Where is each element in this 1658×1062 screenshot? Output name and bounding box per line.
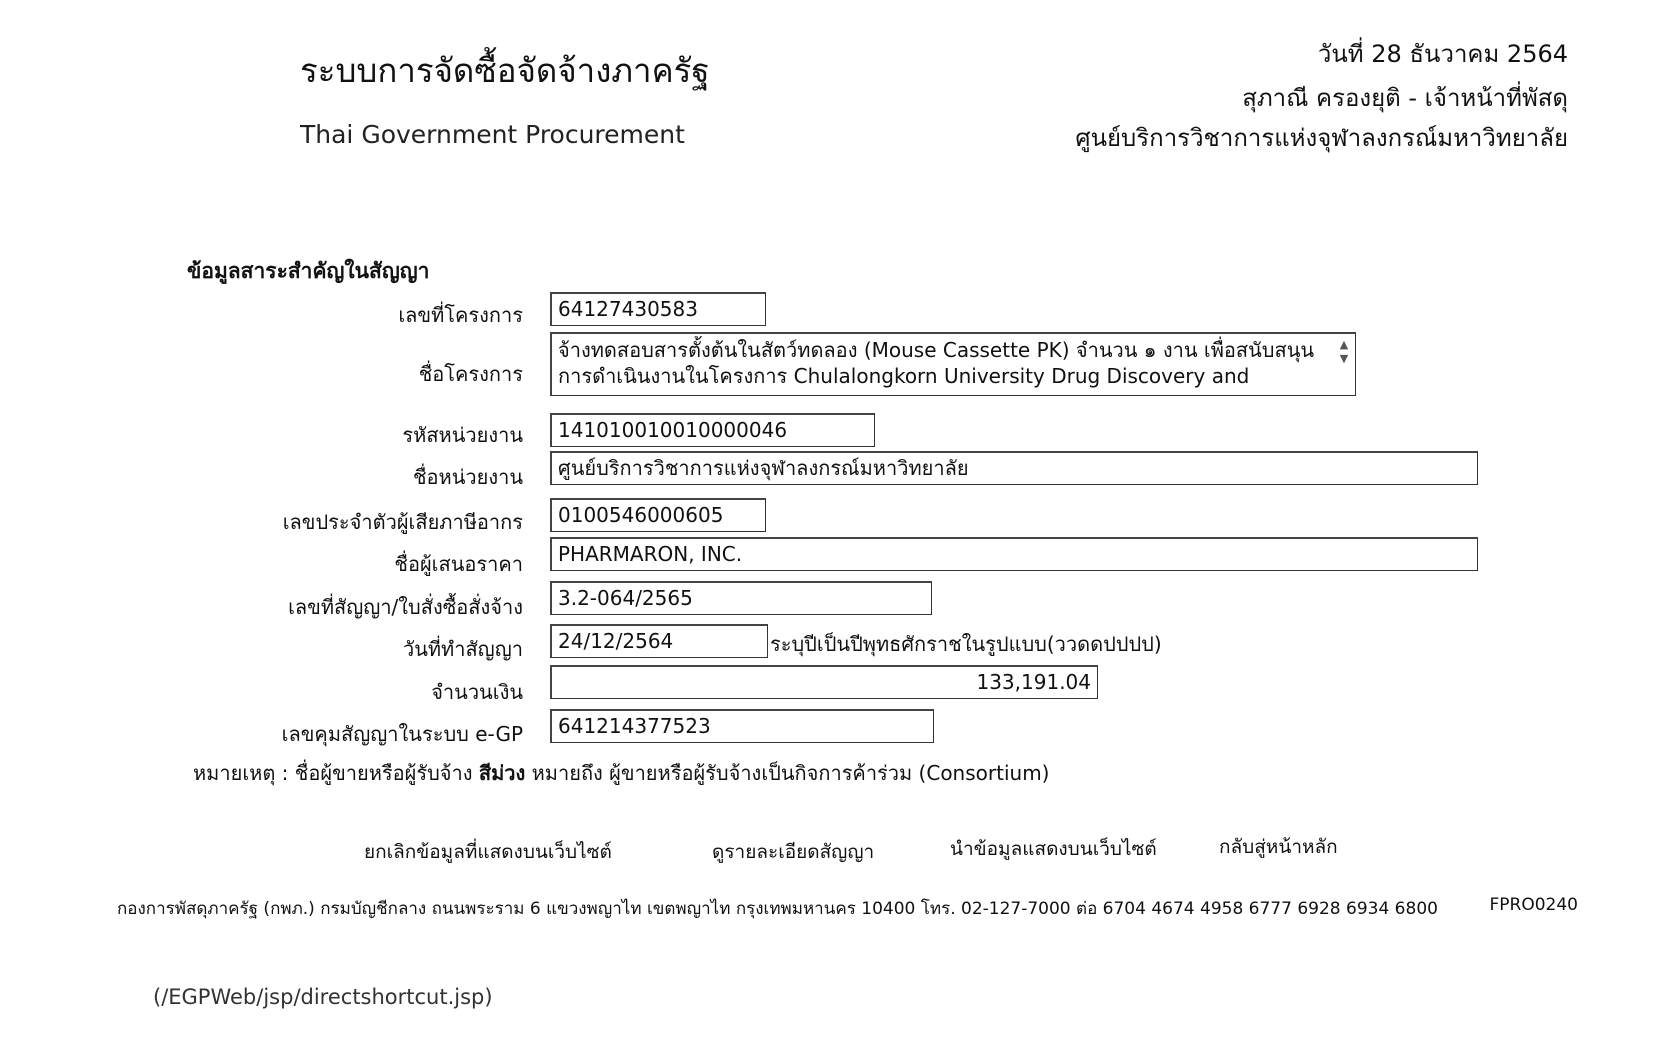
contract-date-field[interactable]: 24/12/2564 [550,624,768,658]
system-title-thai: ระบบการจัดซื้อจัดจ้างภาครัฐ [300,51,710,90]
bidder-name-label: ชื่อผู้เสนอราคา [394,552,523,576]
agency-name-label: ชื่อหน่วยงาน [412,465,523,489]
egp-control-no-label: เลขคุมสัญญาในระบบ e-GP [281,722,523,746]
url-path: (/EGPWeb/jsp/directshortcut.jsp) [153,985,493,1009]
header-organization: ศูนย์บริการวิชาการแห่งจุฬาลงกรณ์มหาวิทยาลัย [1075,124,1568,152]
header-user: สุภาณี ครองยุติ - เจ้าหน้าที่พัสดุ [1242,84,1568,112]
egp-control-no-field[interactable]: 641214377523 [550,709,934,743]
note-highlight: สีม่วง [478,761,526,785]
agency-code-field[interactable]: 141010010010000046 [550,413,875,447]
project-name-label: ชื่อโครงการ [418,362,523,386]
agency-name-field[interactable]: ศูนย์บริการวิชาการแห่งจุฬาลงกรณ์มหาวิทยาลัย [550,451,1478,485]
bidder-name-field[interactable]: PHARMARON, INC. [550,537,1478,571]
project-no-field[interactable]: 64127430583 [550,292,766,326]
view-contract-details-button[interactable]: ดูรายละเอียดสัญญา [712,841,875,863]
note-prefix: หมายเหตุ : ชื่อผู้ขายหรือผู้รับจ้าง [193,761,479,785]
contract-no-field[interactable]: 3.2-064/2565 [550,581,932,615]
taxpayer-id-label: เลขประจำตัวผู้เสียภาษีอากร [282,510,523,534]
project-no-label: เลขที่โครงการ [398,303,523,327]
contract-date-hint: ระบุปีเป็นปีพุทธศักราชในรูปแบบ(ววดดปปปป) [770,632,1162,656]
project-name-text: จ้างทดสอบสารตั้งต้นในสัตว์ทดลอง (Mouse Cassette PK) จำนวน ๑ งาน เพื่อสนับสนุนการดำเนินงานในโครงการ Chulalongkorn University Drug Discovery and [558,338,1315,388]
back-to-home-button[interactable]: กลับสู่หน้าหลัก [1219,836,1338,858]
consortium-note [193,757,1049,789]
contract-date-label: วันที่ทำสัญญา [402,637,523,661]
system-title-english: Thai Government Procurement [300,120,685,149]
page-code: FPRO0240 [1489,895,1578,915]
amount-field[interactable]: 133,191.04 [550,665,1098,699]
section-title: ข้อมูลสาระสำคัญในสัญญา [187,259,430,283]
amount-label: จำนวนเงิน [431,680,523,704]
agency-code-label: รหัสหน่วยงาน [402,423,523,447]
textarea-scroll-arrows-icon[interactable]: ▲ ▼ [1339,338,1349,365]
publish-to-website-button[interactable]: นำข้อมูลแสดงบนเว็บไซต์ [950,838,1157,860]
note-suffix: หมายถึง ผู้ขายหรือผู้รับจ้างเป็นกิจการค้าร่วม (Consortium) [525,761,1050,785]
footer-address: กองการพัสดุภาครัฐ (กพภ.) กรมบัญชีกลาง ถนนพระราม 6 แขวงพญาไท เขตพญาไท กรุงเทพมหานคร 10400 โทร. 02-127-7000 ต่อ 6704 4674 4958 6777 6928 6934 6800 [117,899,1438,919]
cancel-publish-button[interactable]: ยกเลิกข้อมูลที่แสดงบนเว็บไซต์ [364,841,612,863]
contract-no-label: เลขที่สัญญา/ใบสั่งซื้อสั่งจ้าง [288,595,523,619]
taxpayer-id-field[interactable]: 0100546000605 [550,498,766,532]
project-name-textarea[interactable] [550,332,1356,396]
header-date: วันที่ 28 ธันวาคม 2564 [1317,40,1568,68]
